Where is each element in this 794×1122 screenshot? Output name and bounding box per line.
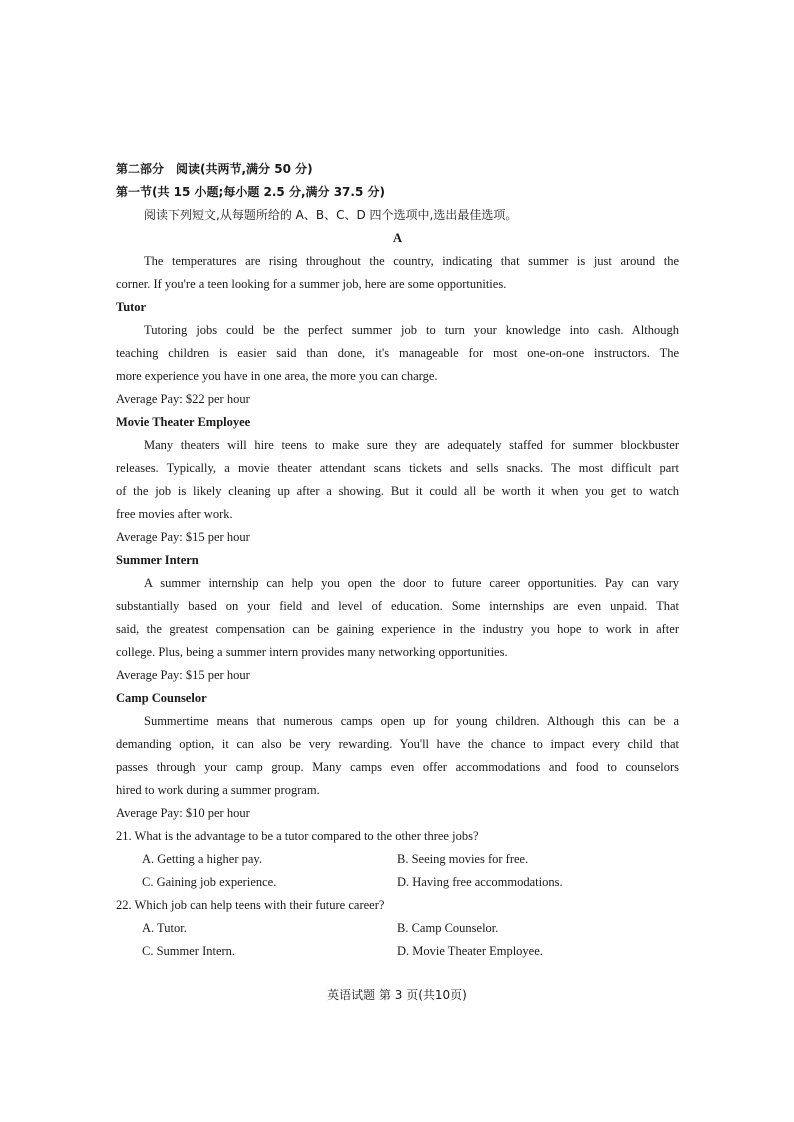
job-title-movie-theater: Movie Theater Employee — [116, 415, 251, 429]
paragraph-line: of the job is likely cleaning up after a showing. But it could all be worth it when you get to watch — [116, 484, 679, 498]
passage-letter: A — [392, 231, 403, 245]
exam-page — [116, 158, 679, 963]
option-c: C. Gaining job experience. — [142, 875, 277, 889]
job-title-camp-counselor: Camp Counselor — [116, 691, 207, 705]
question-21-stem: 21. What is the advantage to be a tutor compared to the other three jobs? — [116, 829, 479, 843]
option-b: B. Camp Counselor. — [397, 921, 499, 935]
paragraph-line: college. Plus, being a summer intern provides many networking opportunities. — [116, 645, 508, 659]
paragraph-line: free movies after work. — [116, 507, 233, 521]
question-22-options-row — [116, 917, 679, 940]
job-title-tutor: Tutor — [116, 300, 147, 314]
option-c: C. Summer Intern. — [142, 944, 236, 958]
paragraph-line: more experience you have in one area, the more you can charge. — [116, 369, 438, 383]
paragraph-line: hired to work during a summer program. — [116, 783, 320, 797]
average-pay: Average Pay: $15 per hour — [116, 530, 250, 544]
paragraph-line: teaching children is easier said than done, it's manageable for most one-on-one instructors. The — [116, 346, 679, 360]
question-22-options-row — [116, 940, 679, 963]
page-footer: 英语试题 第 3 页(共10页) — [327, 988, 467, 1002]
part-heading: 第二部分 阅读(共两节,满分 50 分) — [116, 162, 313, 176]
paragraph-line: releases. Typically, a movie theater attendant scans tickets and sells snacks. The most difficult part — [116, 461, 679, 475]
intro-line: corner. If you're a teen looking for a summer job, here are some opportunities. — [116, 277, 507, 291]
question-21-options-row — [116, 848, 679, 871]
section-heading: 第一节(共 15 小题;每小题 2.5 分,满分 37.5 分) — [116, 185, 385, 199]
average-pay: Average Pay: $22 per hour — [116, 392, 250, 406]
paragraph-line: said, the greatest compensation can be gaining experience in the industry you hope to work in after — [116, 622, 679, 636]
paragraph-line: passes through your camp group. Many camps even offer accommodations and food to counselors — [116, 760, 679, 774]
option-a: A. Getting a higher pay. — [142, 852, 262, 866]
paragraph-line: substantially based on your field and level of education. Some internships are even unpaid. That — [116, 599, 679, 613]
paragraph-line: demanding option, it can also be very rewarding. You'll have the chance to impact every child that — [116, 737, 679, 751]
question-21-options-row — [116, 871, 679, 894]
paragraph-line: A summer internship can help you open the door to future career opportunities. Pay can vary — [144, 576, 679, 590]
average-pay: Average Pay: $15 per hour — [116, 668, 250, 682]
option-d: D. Movie Theater Employee. — [397, 944, 543, 958]
paragraph-line: Many theaters will hire teens to make sure they are adequately staffed for summer blockbuster — [144, 438, 679, 452]
option-a: A. Tutor. — [142, 921, 187, 935]
intro-line: The temperatures are rising throughout the country, indicating that summer is just around the — [144, 254, 679, 268]
option-b: B. Seeing movies for free. — [397, 852, 529, 866]
question-22-stem: 22. Which job can help teens with their future career? — [116, 898, 385, 912]
instruction-text: 阅读下列短文,从每题所给的 A、B、C、D 四个选项中,选出最佳选项。 — [144, 208, 518, 222]
paragraph-line: Tutoring jobs could be the perfect summer job to turn your knowledge into cash. Although — [144, 323, 679, 337]
paragraph-line: Summertime means that numerous camps open up for young children. Although this can be a — [144, 714, 679, 728]
job-title-summer-intern: Summer Intern — [116, 553, 199, 567]
option-d: D. Having free accommodations. — [397, 875, 563, 889]
average-pay: Average Pay: $10 per hour — [116, 806, 250, 820]
